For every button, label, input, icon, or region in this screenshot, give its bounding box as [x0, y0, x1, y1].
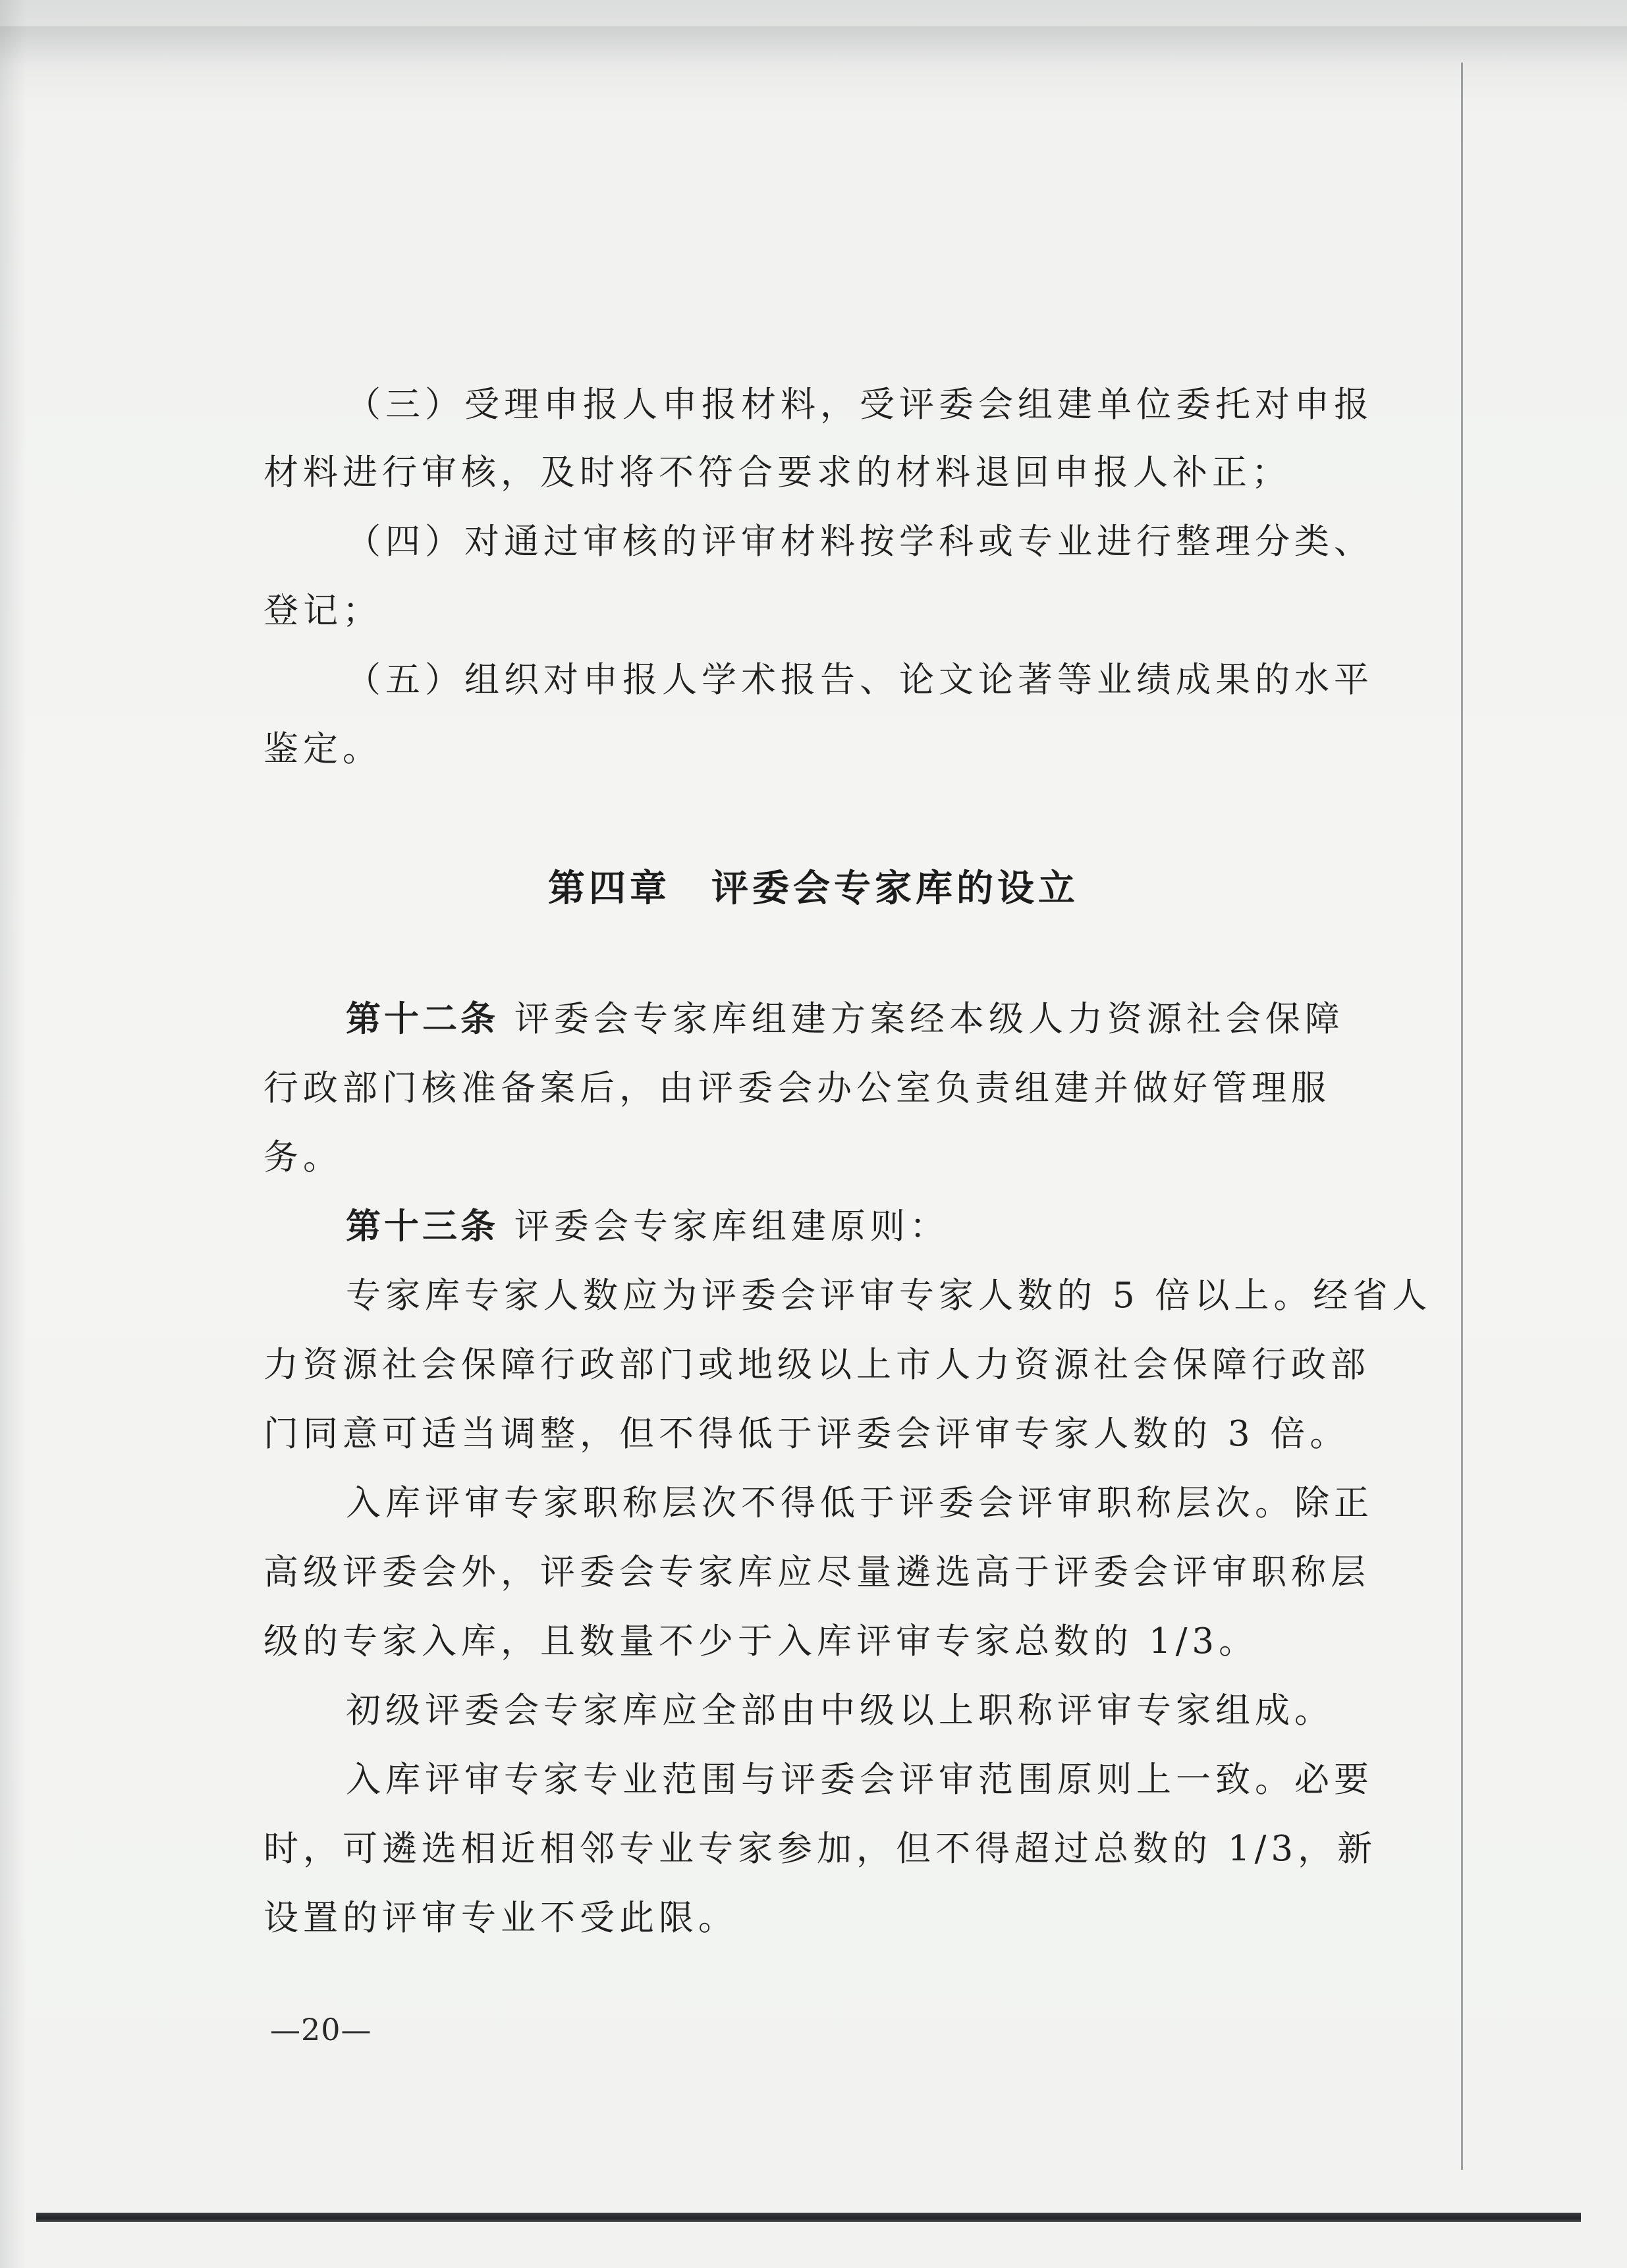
scan-bottom-edge	[36, 2213, 1581, 2222]
article-12-text: 评委会专家库组建方案经本级人力资源社会保障	[514, 999, 1344, 1039]
article-13-line-1	[346, 1199, 949, 1249]
text-line: 入库评审专家专业范围与评委会评审范围原则上一致。必要	[346, 1760, 1373, 1800]
text-line: 务。	[263, 1137, 343, 1177]
text-line: （四）对通过审核的评审材料按学科或专业进行整理分类、	[346, 522, 1373, 562]
scan-shadow-left	[0, 0, 26, 2268]
text-line: 入库评审专家职称层次不得低于评委会评审职称层次。除正	[346, 1483, 1373, 1523]
text-line: 设置的评审专业不受此限。	[263, 1898, 738, 1938]
text-line: 鉴定。	[263, 729, 382, 769]
text-line: 登记；	[263, 591, 382, 631]
text-line: 门同意可适当调整，但不得低于评委会评审专家人数的 3 倍。	[263, 1414, 1350, 1454]
chapter-heading: 第四章 评委会专家库的设立	[548, 867, 1079, 910]
text-line: （五）组织对申报人学术报告、论文论著等业绩成果的水平	[346, 660, 1373, 700]
text-line: 材料进行审核，及时将不符合要求的材料退回申报人补正；	[263, 452, 1291, 493]
text-line: 专家库专家人数应为评委会评审专家人数的 5 倍以上。经省人	[346, 1276, 1432, 1316]
article-13-label: 第十三条	[346, 1206, 499, 1247]
article-13-text: 评委会专家库组建原则：	[514, 1206, 949, 1247]
article-12-line-1	[346, 991, 1344, 1041]
page-number: —20—	[270, 2012, 372, 2047]
text-line: 级的专家入库，且数量不少于入库评审专家总数的 1/3。	[263, 1621, 1259, 1661]
text-line: 力资源社会保障行政部门或地级以上市人力资源社会保障行政部	[263, 1345, 1370, 1385]
text-line: （三）受理申报人申报材料，受评委会组建单位委托对申报	[346, 385, 1373, 425]
text-line: 行政部门核准备案后，由评委会办公室负责组建并做好管理服	[263, 1068, 1331, 1108]
article-12-label: 第十二条	[346, 999, 499, 1039]
text-line: 初级评委会专家库应全部由中级以上职称评审专家组成。	[346, 1690, 1334, 1731]
text-line: 高级评委会外，评委会专家库应尽量遴选高于评委会评审职称层	[263, 1552, 1370, 1592]
page-edge-line	[1461, 63, 1463, 2170]
scan-bleed	[0, 26, 1627, 66]
text-line: 时，可遴选相近相邻专业专家参加，但不得超过总数的 1/3，新	[263, 1829, 1377, 1869]
